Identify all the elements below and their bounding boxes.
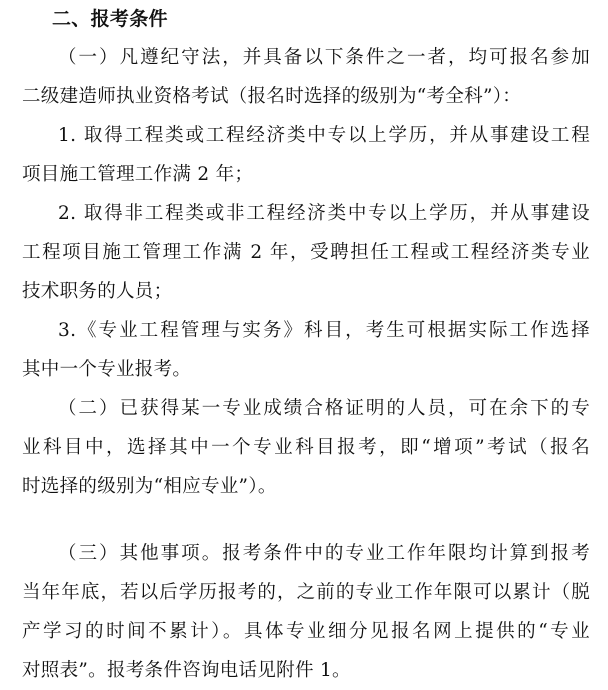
item1-line1: 1. 取得工程类或工程经济类中专以上学历，并从事建设工程: [58, 125, 590, 146]
item2-line3: 技术职务的人员；: [22, 281, 173, 302]
item1-line2: 项目施工管理工作满 2 年；: [22, 164, 254, 185]
item3-line2: 其中一个专业报考。: [22, 359, 192, 380]
item3-line1: 3.《专业工程管理与实务》科目，考生可根据实际工作选择: [58, 320, 590, 341]
para2-line2: 业科目中，选择其中一个专业科目报考，即“增项”考试（报名: [22, 437, 590, 458]
para1-line1: （一）凡遵纪守法，并具备以下条件之一者，均可报名参加: [58, 47, 590, 68]
para3-line4: 对照表”。报考条件咨询电话见附件 1。: [22, 660, 351, 681]
para2-line3: 时选择的级别为“相应专业”）。: [22, 476, 277, 497]
para1-line2: 二级建造师执业资格考试（报名时选择的级别为“考全科”）：: [22, 86, 522, 107]
item2-line1: 2. 取得非工程类或非工程经济类中专以上学历，并从事建设: [58, 203, 590, 224]
para3-line2: 当年年底，若以后学历报考的，之前的专业工作年限可以累计（脱: [22, 582, 590, 603]
item2-line2: 工程项目施工管理工作满 2 年，受聘担任工程或工程经济类专业: [22, 242, 590, 263]
para2-line1: （二）已获得某一专业成绩合格证明的人员，可在余下的专: [58, 398, 590, 419]
section-heading: 二、报考条件: [52, 8, 168, 30]
para3-line1: （三）其他事项。报考条件中的专业工作年限均计算到报考: [58, 543, 590, 564]
para3-line3: 产学习的时间不累计）。具体专业细分见报名网上提供的“专业: [22, 621, 590, 642]
